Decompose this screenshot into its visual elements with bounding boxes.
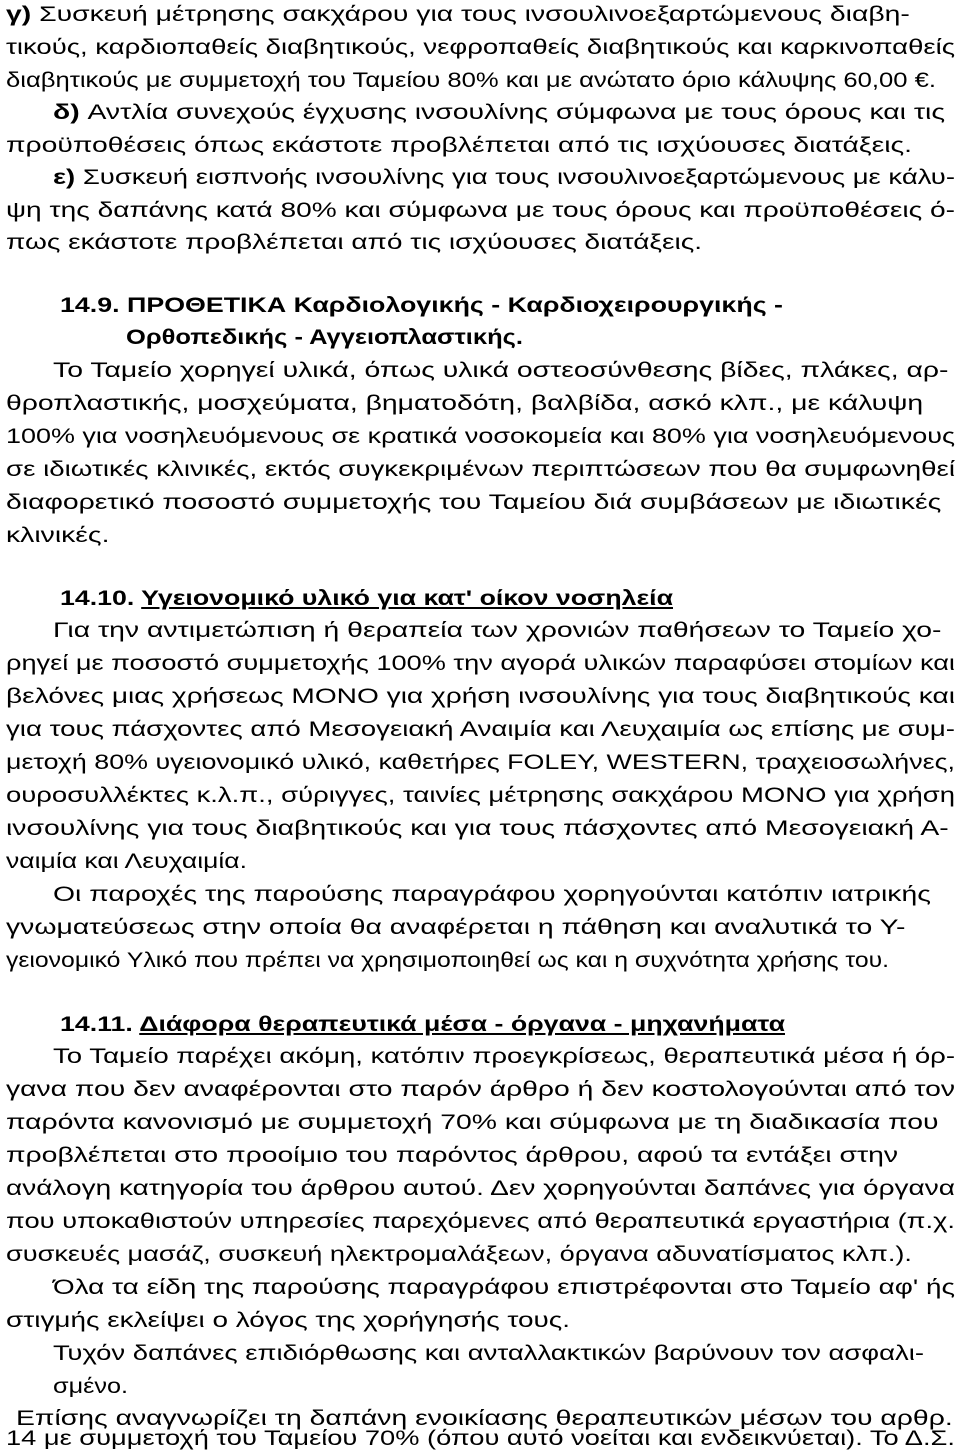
bold-text: δ) xyxy=(53,101,88,124)
text-line xyxy=(6,232,702,253)
bold-text: Διάφορα θεραπευτικά μέσα - όργανα - μηχανήματα xyxy=(139,1013,786,1036)
body-text: Οι παροχές της παρούσης παραγράφου χορηγούνται κατόπιν ιατρικής xyxy=(53,883,931,906)
body-text: γειονομικό Υλικό που πρέπει να χρησιμοποιηθεί ως και η συχνότητα χρήσης του. xyxy=(6,949,890,972)
body-text: Το Ταμείο παρέχει ακόμη, κατόπιν προεγκρίσεως, θεραπευτικά μέσα ή όρ- xyxy=(53,1045,956,1068)
body-text: τικούς, καρδιοπαθείς διαβητικούς, νεφροπαθείς διαβητικούς και καρκινοπαθείς xyxy=(6,36,956,59)
body-text: ανάλογη κατηγορία του άρθρου αυτού. Δεν χορηγούνται δαπάνες για όργανα xyxy=(6,1177,955,1200)
body-text: 14 με συμμετοχή του Ταμείου 70% (όπου αυτό νοείται και ενδεικνύεται). Το Δ.Σ. xyxy=(6,1427,955,1450)
body-text: Το Ταμείο χορηγεί υλικά, όπως υλικά οστεοσύνθεσης βίδες, πλάκες, αρ- xyxy=(53,359,949,382)
body-text: μετοχή 80% υγειονομικό υλικό, καθετήρες FOLEY, WESTERN, τραχειοσωλήνες, xyxy=(6,751,955,774)
bold-text: ε) xyxy=(53,166,83,189)
body-text: συσκευές μασάζ, συσκευή ηλεκτρομαλάξεων, όργανα αδυνατίσματος κλπ.). xyxy=(6,1243,912,1266)
text-line xyxy=(6,818,949,839)
text-line xyxy=(6,1079,955,1100)
text-line xyxy=(60,588,673,609)
text-line xyxy=(6,917,905,938)
text-line xyxy=(6,1145,898,1166)
text-line xyxy=(53,167,955,188)
text-line xyxy=(6,719,955,740)
body-text: προβλέπεται στο προοίμιο του παρόντος άρθρου, αφού τα εντάξει στην xyxy=(6,1144,899,1167)
text-line xyxy=(6,393,923,414)
bold-text: 14.11. xyxy=(60,1013,140,1036)
text-line xyxy=(126,327,523,348)
text-line xyxy=(6,492,941,513)
text-line xyxy=(6,1178,955,1199)
text-line xyxy=(60,1014,785,1035)
text-line xyxy=(6,135,912,156)
text-line xyxy=(6,1211,955,1232)
body-text: Τυχόν δαπάνες επιδιόρθωσης και ανταλλακτικών βαρύνουν τον ασφαλι- xyxy=(53,1342,924,1365)
bold-text: 14.10. xyxy=(60,587,142,610)
body-text: βελόνες μιας χρήσεως ΜΟΝΟ για χρήση ινσουλίνης για τους διαβητικούς και xyxy=(6,685,955,708)
bold-text: 14.9. xyxy=(60,294,127,317)
text-line xyxy=(6,1112,939,1133)
text-line xyxy=(6,200,955,221)
text-line xyxy=(6,950,889,971)
body-text: διαβητικούς με συμμετοχή του Ταμείου 80% και με ανώτατο όριο κάλυψης 60,00 €. xyxy=(6,69,937,92)
text-line xyxy=(16,1408,953,1429)
body-text: στιγμής εκλείψει ο λόγος της χορήγησής τους. xyxy=(6,1309,571,1332)
text-line xyxy=(6,4,910,25)
body-text: σε ιδιωτικές κλινικές, εκτός συγκεκριμένων περιπτώσεων που θα συμφωνηθεί xyxy=(6,458,955,481)
text-line xyxy=(6,70,936,91)
body-text: ψη της δαπάνης κατά 80% και σύμφωνα με τους όρους και προϋποθέσεις ό- xyxy=(6,199,955,222)
text-line xyxy=(6,459,955,480)
body-text: Για την αντιμετώπιση ή θεραπεία των χρονιών παθήσεων το Ταμείο χο- xyxy=(53,619,942,642)
text-line xyxy=(6,1310,570,1331)
body-text: γανα που δεν αναφέρονται στο παρόν άρθρο ή δεν κοστολογούνται από τον xyxy=(6,1078,955,1101)
body-text: ουροσυλλέκτες κ.λ.π., σύριγγες, ταινίες μέτρησης σακχάρου ΜΟΝΟ για χρήση xyxy=(6,784,955,807)
text-line xyxy=(6,37,955,58)
text-line xyxy=(53,620,941,641)
text-line xyxy=(53,102,945,123)
body-text: ρηγεί με ποσοστό συμμετοχής 100% την αγορά υλικών παραφύσει στομίων και xyxy=(6,652,955,675)
bold-text: Υγειονομικό υλικό για κατ' οίκον νοσηλεία xyxy=(141,587,673,610)
body-text: για τους πάσχοντες από Μεσογειακή Αναιμία και Λευχαιμία ως επίσης με συμ- xyxy=(6,718,955,741)
body-text: παρόντα κανονισμό με συμμετοχή 70% και σύμφωνα με τη διαδικασία που xyxy=(6,1111,939,1134)
body-text: Συσκευή μέτρησης σακχάρου για τους ινσουλινοεξαρτώμενους διαβη- xyxy=(39,3,910,26)
body-text: Επίσης αναγνωρίζει τη δαπάνη ενοικίασης θεραπευτικών μέσων του αρθρ. xyxy=(16,1407,953,1430)
text-line xyxy=(6,785,955,806)
text-line xyxy=(6,1244,912,1265)
text-line xyxy=(6,426,955,447)
body-text: σμένο. xyxy=(53,1375,128,1398)
bold-text: γ) xyxy=(6,3,40,26)
text-line xyxy=(53,1343,924,1364)
text-line xyxy=(6,653,955,674)
text-line xyxy=(6,525,109,546)
body-text: κλινικές. xyxy=(6,524,110,547)
text-line xyxy=(6,1428,955,1449)
body-text: ναιμία και Λευχαιμία. xyxy=(6,850,248,873)
text-line xyxy=(53,360,948,381)
text-line xyxy=(53,1277,955,1298)
body-text: που υποκαθιστούν υπηρεσίες παρεχόμενες από θεραπευτικά εργαστήρια (π.χ. xyxy=(6,1210,956,1233)
body-text: 100% για νοσηλευόμενους σε κρατικά νοσοκομεία και 80% για νοσηλευόμενους xyxy=(6,425,955,448)
text-line xyxy=(53,1046,955,1067)
body-text: Όλα τα είδη της παρούσης παραγράφου επιστρέφονται στο Ταμείο αφ' ής xyxy=(53,1276,955,1299)
body-text: γνωματεύσεως στην οποία θα αναφέρεται η πάθηση και αναλυτικά το Υ- xyxy=(6,916,906,939)
text-line xyxy=(53,884,931,905)
text-line xyxy=(6,752,955,773)
body-text: θροπλαστικής, μοσχεύματα, βηματοδότη, βαλβίδα, ασκό κλπ., με κάλυψη xyxy=(6,392,924,415)
body-text: Συσκευή εισπνοής ινσουλίνης για τους ινσουλινοεξαρτώμενους με κάλυ- xyxy=(82,166,955,189)
text-line xyxy=(6,686,955,707)
text-line xyxy=(53,1376,128,1397)
bold-text: Ορθοπεδικής - Αγγειοπλαστικής. xyxy=(126,326,523,349)
body-text: Αντλία συνεχούς έγχυσης ινσουλίνης σύμφωνα με τους όρους και τις xyxy=(87,101,946,124)
body-text: πως εκάστοτε προβλέπεται από τις ισχύουσες διατάξεις. xyxy=(6,231,703,254)
text-line xyxy=(6,851,247,872)
bold-text: ΠΡΟΘΕΤΙΚΑ Καρδιολογικής - Καρδιοχειρουργικής - xyxy=(126,294,783,317)
body-text: ινσουλίνης για τους διαβητικούς και για τους πάσχοντες από Μεσογειακή Α- xyxy=(6,817,949,840)
body-text: διαφορετικό ποσοστό συμμετοχής του Ταμείου διά συμβάσεων με ιδιωτικές xyxy=(6,491,942,514)
text-line xyxy=(60,295,783,316)
body-text: προϋποθέσεις όπως εκάστοτε προβλέπεται από τις ισχύουσες διατάξεις. xyxy=(6,134,912,157)
